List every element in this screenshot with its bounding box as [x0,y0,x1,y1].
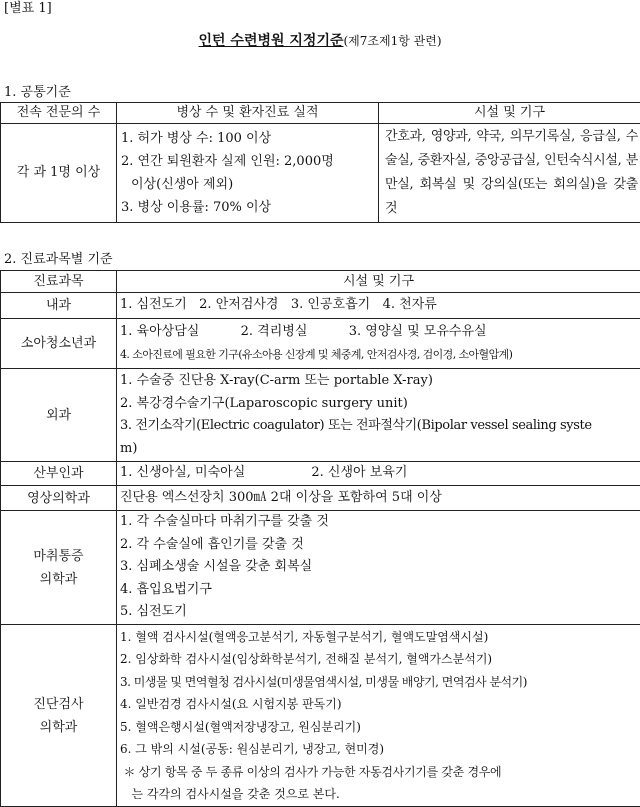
list-item: 2. 임상화학 검사시설(임상화학분석기, 전해질 분석기, 혈액가스분석기) [120,648,640,671]
department-name: 산부인과 [1,462,117,486]
list-item: 3. 심폐소생술 시설을 갖춘 회복실 [120,556,640,579]
title-reference: (제7조제1항 관련) [344,34,442,48]
list-item: 4. 흡입요법기구 [120,579,640,602]
department-name: 영상의학과 [1,486,117,511]
department-name-line: 의학과 [1,568,116,591]
table-row [1,486,640,511]
department-name-line: 의학과 [1,716,116,739]
footnote: 는 각각의 검사시설을 갖춘 것으로 본다. [120,783,640,806]
list-item: 3. 미생물 및 면역혈청 검사시설(미생물염색시설, 미생물 배양기, 면역검사 분석기) [120,671,640,694]
list-item: 6. 그 밖의 시설(공동: 원심분리기, 냉장고, 현미경) [120,738,640,761]
department-name-line: 마취통증 [1,545,116,568]
list-item: 1. 육아상담실 2. 격리병실 3. 영양실 및 모유수유실 [120,321,640,344]
list-item: 5. 심전도기 [120,601,640,624]
header-beds: 병상 수 및 환자진료 실적 [117,103,379,124]
list-item: 5. 혈액은행시설(혈액저장냉장고, 원심분리기) [120,716,640,739]
section2-heading: 2. 진료과목별 기준 [4,252,113,268]
department-items [117,462,640,486]
header-department: 진료과목 [1,271,117,293]
facility-requirements: 간호과, 영양과, 약국, 의무기록실, 응급실, 수술실, 중환자실, 중앙공급실, 인턴숙식시설, 분만실, 회복실 및 강의실(또는 회의실)을 갖출 것 [379,124,640,223]
department-items [117,293,640,319]
table-row [1,124,640,223]
list-item: 진단용 엑스선장치 300㎃ 2대 이상을 포함하여 5대 이상 [120,487,640,510]
table-row [1,511,640,625]
table-row [1,293,640,319]
header-specialists: 전속 전문의 수 [1,103,117,124]
document-title [0,33,640,50]
list-item: 3. 병상 이용률: 70% 이상 [121,196,376,219]
list-item: 2. 연간 퇴원환자 실제 인원: 2,000명 [121,150,376,173]
section1-heading: 1. 공통기준 [4,85,71,101]
list-item: m) [120,438,640,461]
table-row [1,625,640,807]
list-item: 1. 각 수술실마다 마취기구를 갖출 것 [120,511,640,534]
table-row [1,369,640,462]
list-item: 2. 복강경수술기구(Laparoscopic surgery unit) [120,393,640,416]
list-item: 4. 일반검경 검사시설(요 시험지봉 판독기) [120,693,640,716]
table-row [1,462,640,486]
table-header-row [1,271,640,293]
department-criteria-table [0,270,640,807]
department-items [117,319,640,369]
common-criteria-table [0,102,640,223]
department-name: 소아청소년과 [1,319,117,369]
list-item: 3. 전기소작기(Electric coagulator) 또는 전파절삭기(Bipolar vessel sealing syste [120,415,640,438]
list-item: 2. 각 수술실에 흡인기를 갖출 것 [120,534,640,557]
list-item: 1. 신생아실, 미숙아실 2. 신생아 보육기 [120,462,640,485]
department-name [1,625,117,807]
list-item: 1. 허가 병상 수: 100 이상 [121,127,376,150]
title-main: 인턴 수련병원 지정기준 [199,33,344,49]
department-items [117,625,640,807]
department-items [117,511,640,625]
specialists-requirement: 각 과 1명 이상 [1,124,117,223]
list-item: 4. 소아진료에 필요한 기구(유소아용 신장계 및 체중계, 안저검사경, 검이경, 소아혈압계) [120,344,640,367]
department-name-line: 진단검사 [1,693,116,716]
bed-requirements [117,124,379,223]
header-facilities: 시설 및 기구 [379,103,640,124]
department-items [117,369,640,462]
department-name: 내과 [1,293,117,319]
list-item: 1. 수술중 진단용 X-ray(C-arm 또는 portable X-ray) [120,370,640,393]
header-facilities: 시설 및 기구 [117,271,640,293]
list-item: 1. 심전도기 2. 안저검사경 3. 인공호흡기 4. 천자류 [120,294,640,317]
list-item: 이상(신생아 제외) [121,173,376,196]
table-row [1,319,640,369]
table-header-row [1,103,640,124]
department-name [1,511,117,625]
department-name: 외과 [1,369,117,462]
appendix-label: [별표 1] [4,1,52,17]
department-items [117,486,640,511]
list-item: 1. 혈액 검사시설(혈액응고분석기, 자동혈구분석기, 혈액도말염색시설) [120,626,640,649]
footnote: ＊ 상기 항목 중 두 종류 이상의 검사가 가능한 자동검사기기를 갖춘 경우에 [120,761,640,784]
